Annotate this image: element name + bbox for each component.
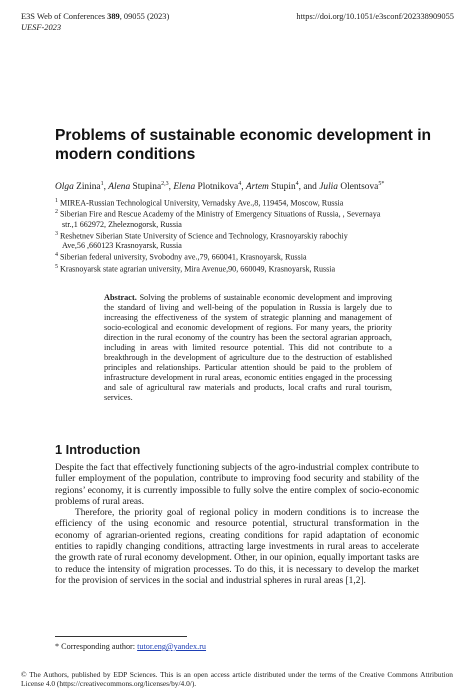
journal-volume: 389 — [107, 12, 120, 21]
paragraph: Therefore, the priority goal of regional policy in modern conditions is to increase the efficiency of the using economic and resource potential, structural transformation in the economy of agrarian-oriented regions, creating conditions for rapid adaptation of economic entities to rapidly changing conditions, attracting large investments in rural areas to accelerate the growth rate of rural economy development. Other, in our opinion, equally important tasks are to reduce the intensity of migration processes. To do this, it is necessary to develop the market for the provision of services in the social and industrial spheres in rural areas [1,2]. — [55, 508, 419, 586]
journal-citation: E3S Web of Conferences 389, 09055 (2023) — [21, 12, 170, 21]
affiliation-line: $^4$ Siberian federal university, Svobodny ave.,79, 660041, Krasnoyarsk, Russia — [55, 252, 307, 262]
affiliation-line: $^3$ Reshetnev Siberian State University of Science and Technology, Krasnoyarskiy rabochiy — [55, 230, 348, 241]
paragraph: Despite the fact that effectively functioning subjects of the agro-industrial complex contribute to fuller employment of the population, contribute to improving food security and stability of the regions’ economy, it is currently impossible to fully solve the entire complex of socio-economic problems of rural areas. — [55, 463, 419, 507]
affiliation-line: $^5$ Krasnoyarsk state agrarian university, Mira Avenue,90, 660049, Krasnoyarsk, Russia — [55, 263, 336, 274]
abstract-text: Solving the problems of sustainable economic development and improving the standard of living and well-being of the population in Russia is largely due to increasing the effectiveness of the system of strategic planning and management of socio-ecological and economic development of regions. For many years, the priority direction in the rural economy of the country has been the sectoral agrarian approach, including in areas with limited resource potential. This did not contribute to a breakthrough in the development of agriculture due to the destruction of established principles and relationships. Particular attention should be paid to the problem of infrastructure development in rural areas, economic entities engaged in the processing and sale of agricultural raw materials and products, local crafts and rural tourism, services. — [104, 293, 392, 402]
affiliation-line: str.,1 662972, Zheleznogorsk, Russia — [62, 219, 182, 229]
author-name: Elena Plotnikova$^4$ — [173, 181, 242, 193]
footnote-divider — [55, 636, 187, 637]
conference-name: UESF-2023 — [21, 23, 62, 32]
affiliation-line: $^1$ MIREA-Russian Technological University, Vernadsky Ave.,8, 119454, Moscow, Russia — [55, 198, 344, 208]
affiliation-line: $^2$ Siberian Fire and Rescue Academy of the Ministry of Emergency Situations of Russia, , Severnaya — [55, 209, 381, 220]
author-name: Olga Zinina$^1$ — [55, 181, 104, 193]
paper-title: Problems of sustainable economic development in modern conditions — [55, 127, 432, 163]
author-name: Alena Stupina$^{2,3}$ — [108, 181, 169, 193]
email-link[interactable]: tutor.eng@yandex.ru — [137, 642, 207, 651]
abstract-label: Abstract. — [104, 293, 137, 302]
abstract — [104, 293, 392, 402]
author-name: Julia Olentsova$^{5*}$ — [319, 181, 385, 193]
footnote: * Corresponding author: tutor.eng@yandex.ru — [55, 642, 207, 651]
author-name: Artem Stupin$^4$ — [245, 181, 299, 193]
body-text — [55, 463, 419, 587]
license-footer: © The Authors, published by EDP Sciences. This is an open access article distributed under the terms of the Creative Commons Attribution License 4.0 (https://creativecommons.org/licenses/by/4.0/). — [21, 670, 453, 688]
affiliation-line: Ave,56 ,660123 Krasnoyarsk, Russia — [62, 241, 182, 251]
doi-link[interactable]: https://doi.org/10.1051/e3sconf/202338909055 — [296, 12, 454, 21]
section-heading: 1 Introduction — [55, 442, 141, 457]
affiliation-list — [55, 197, 455, 274]
author-list: Olga Zinina$^1$, Alena Stupina$^{2,3}$, Elena Plotnikova$^4$, Artem Stupin$^4$, and Julia Olentsova$^{5*}$ — [55, 181, 385, 193]
